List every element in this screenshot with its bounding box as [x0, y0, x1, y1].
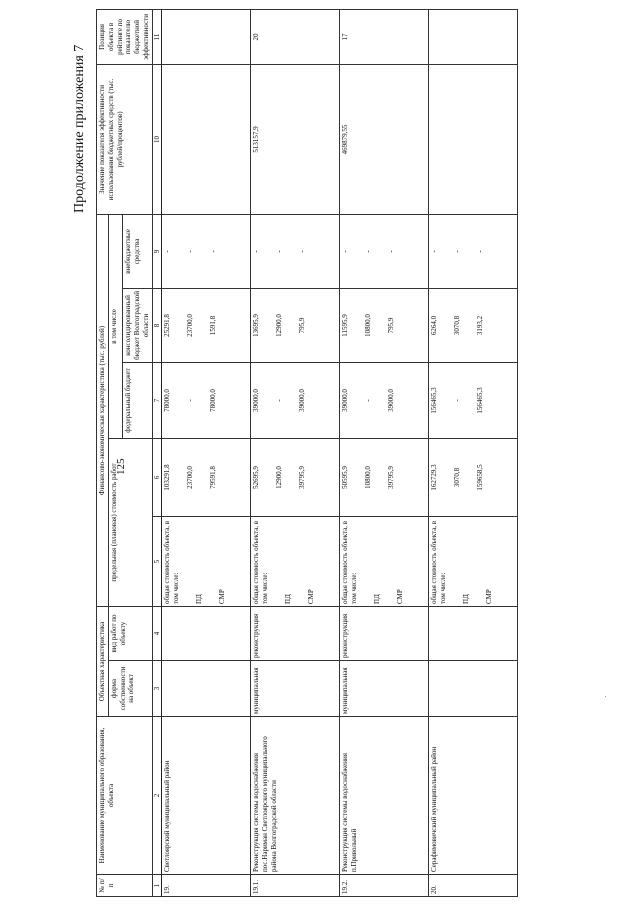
column-numbers-row [152, 9, 162, 896]
header-rating-position: Позиция объекта в рейтинге по показателю бюджетной эффективности [97, 9, 153, 64]
rating-position [429, 9, 518, 64]
extrabudget-funds [429, 214, 518, 288]
work-type: реконструкция [340, 606, 429, 660]
consolidated-budget-value: 11595,9 [341, 314, 350, 337]
work-type: реконструкция [251, 606, 340, 660]
header-financial-group: Финансово-экономическая характеристика (тыс. рублей) [97, 214, 109, 606]
cost-item-value: СМР [306, 589, 315, 604]
total-cost-value: 39795,9 [297, 466, 306, 489]
extrabudget-funds-value: - [475, 250, 484, 253]
col-num: 5 [152, 516, 162, 606]
rating-position: 17 [340, 9, 429, 64]
rating-position: 20 [251, 9, 340, 64]
federal-budget-value: - [364, 399, 372, 402]
table-row [340, 9, 429, 896]
total-cost [340, 438, 429, 516]
efficiency-value [162, 64, 251, 214]
federal-budget [162, 362, 251, 438]
row-number: 19.1. [251, 875, 340, 897]
cost-item-value: общая стоимость объекта, в том числе: [252, 520, 269, 604]
col-num: 9 [152, 214, 162, 288]
consolidated-budget-value: 3193,2 [475, 315, 484, 336]
col-num: 10 [152, 64, 162, 214]
cost-item-value: ПД [283, 594, 292, 604]
ownership-form [429, 661, 518, 717]
cost-item [340, 516, 429, 606]
col-num: 6 [152, 438, 162, 516]
total-cost-value: 103291,8 [163, 464, 172, 491]
federal-budget [340, 362, 429, 438]
rating-position [162, 9, 251, 64]
federal-budget-value: - [186, 399, 194, 402]
work-type [429, 606, 518, 660]
table-body [162, 9, 518, 896]
col-num: 2 [152, 717, 162, 875]
scan-speck [605, 696, 606, 697]
efficiency-value: 513157,9 [251, 64, 340, 214]
ownership-form [162, 661, 251, 717]
table-row [429, 9, 518, 896]
extrabudget-funds-value: - [341, 250, 350, 253]
total-cost-value: 79591,8 [208, 466, 217, 489]
work-type [162, 606, 251, 660]
total-cost-value: 50595,9 [341, 466, 350, 489]
consolidated-budget-value: 3070,8 [453, 315, 461, 336]
cost-item-value: общая стоимость объекта, в том числе: [163, 520, 180, 604]
consolidated-budget-value: 795,9 [297, 317, 306, 334]
extrabudget-funds-value: - [163, 250, 172, 253]
object-name: Серафимовичский муниципальный район [429, 717, 518, 875]
extrabudget-funds-value: - [364, 250, 372, 253]
continuation-title: Продолжение приложения 7 [72, 44, 87, 213]
consolidated-budget [429, 288, 518, 362]
extrabudget-funds-value: - [430, 250, 439, 253]
extrabudget-funds [162, 214, 251, 288]
total-cost [429, 438, 518, 516]
extrabudget-funds [340, 214, 429, 288]
header-name: Наименование муниципального образования, объекта [97, 717, 153, 875]
consolidated-budget-value: 6264,0 [430, 315, 439, 336]
header-ownership: форма собственности на объект [108, 661, 152, 717]
cost-item [162, 516, 251, 606]
federal-budget-value: 39000,0 [386, 389, 395, 412]
cost-item-value: общая стоимость объекта, в том числе: [430, 520, 447, 604]
ownership-form: муниципальная [340, 661, 429, 717]
total-cost-value: 52695,9 [252, 466, 261, 489]
cost-item-value: ПД [372, 594, 381, 604]
federal-budget-value: 39000,0 [252, 389, 261, 412]
objects-table [96, 9, 518, 897]
extrabudget-funds-value: - [453, 250, 461, 253]
cost-item-value: ПД [194, 594, 203, 604]
extrabudget-funds-value: - [386, 250, 395, 253]
header-row-1 [97, 9, 109, 896]
extrabudget-funds-value: - [186, 250, 194, 253]
table-row [162, 9, 251, 896]
federal-budget-value: - [453, 399, 461, 402]
total-cost-value: 159658,5 [475, 464, 484, 491]
federal-budget-value: 156465,3 [430, 387, 439, 414]
consolidated-budget [340, 288, 429, 362]
cost-item-value: СМР [395, 589, 404, 604]
total-cost [251, 438, 340, 516]
federal-budget-value: 156465,3 [475, 387, 484, 414]
table-row [251, 9, 340, 896]
col-num: 8 [152, 288, 162, 362]
consolidated-budget [251, 288, 340, 362]
col-num: 11 [152, 9, 162, 64]
row-number: 20. [429, 875, 518, 897]
header-no: № п/п [97, 875, 153, 897]
total-cost-value: 162729,3 [430, 464, 439, 491]
extrabudget-funds-value: - [297, 250, 306, 253]
cost-item [251, 516, 340, 606]
consolidated-budget-value: 25291,8 [163, 314, 172, 337]
total-cost-value: 23700,0 [186, 466, 194, 489]
cost-item [429, 516, 518, 606]
extrabudget-funds-value: - [275, 250, 283, 253]
header-work-type: вид работ по объекту [108, 606, 152, 660]
federal-budget-value: 78000,0 [163, 389, 172, 412]
consolidated-budget-value: 1591,8 [208, 315, 217, 336]
header-extrabudget: внебюджетные средства [123, 214, 152, 288]
header-including: в том числе [108, 214, 123, 438]
consolidated-budget [162, 288, 251, 362]
row-number: 19. [162, 875, 251, 897]
row-number: 19.2. [340, 875, 429, 897]
col-num: 1 [152, 875, 162, 897]
header-objective-group: Объектная характеристика [97, 606, 109, 716]
federal-budget [429, 362, 518, 438]
header-federal: федеральный бюджет [123, 362, 152, 438]
object-name: Реконструкция системы водоснабжения пос.Нариман Светлоярского муниципального района Волгоградской области [251, 717, 340, 875]
consolidated-budget-value: 23700,0 [186, 314, 194, 337]
col-num: 7 [152, 362, 162, 438]
federal-budget-value: - [275, 399, 283, 402]
cost-item-value: ПД [461, 594, 470, 604]
extrabudget-funds [251, 214, 340, 288]
federal-budget [251, 362, 340, 438]
object-name: Реконструкция системы водоснабжения п.Привольный [340, 717, 429, 875]
object-name: Светлоярский муниципальный район [162, 717, 251, 875]
federal-budget-value: 39000,0 [341, 389, 350, 412]
federal-budget-value: 39000,0 [297, 389, 306, 412]
cost-item-value: общая стоимость объекта, в том числе: [341, 520, 358, 604]
page-number: 125 [115, 458, 127, 475]
total-cost-value: 10800,0 [364, 466, 372, 489]
efficiency-value: 469879,55 [340, 64, 429, 214]
header-max-cost: предельная (плановая) стоимость работ [108, 438, 152, 606]
consolidated-budget-value: 10800,0 [364, 314, 372, 337]
consolidated-budget-value: 795,9 [386, 317, 395, 334]
cost-item-value: СМР [217, 589, 226, 604]
extrabudget-funds-value: - [208, 250, 217, 253]
total-cost-value: 12900,0 [275, 466, 283, 489]
consolidated-budget-value: 13695,9 [252, 314, 261, 337]
ownership-form: муниципальная [251, 661, 340, 717]
total-cost-value: 3070,8 [453, 467, 461, 488]
total-cost-value: 39795,9 [386, 466, 395, 489]
consolidated-budget-value: 12900,0 [275, 314, 283, 337]
col-num: 3 [152, 661, 162, 717]
header-efficiency-value: Значение показателя эффективности использования бюджетных средств (тыс. рублей/процентов) [97, 64, 153, 214]
extrabudget-funds-value: - [252, 250, 261, 253]
total-cost [162, 438, 251, 516]
cost-item-value: СМР [484, 589, 493, 604]
header-consolidated: консолидированный бюджет Волгоградской области [123, 288, 152, 362]
efficiency-value [429, 64, 518, 214]
federal-budget-value: 78000,0 [208, 389, 217, 412]
col-num: 4 [152, 606, 162, 660]
